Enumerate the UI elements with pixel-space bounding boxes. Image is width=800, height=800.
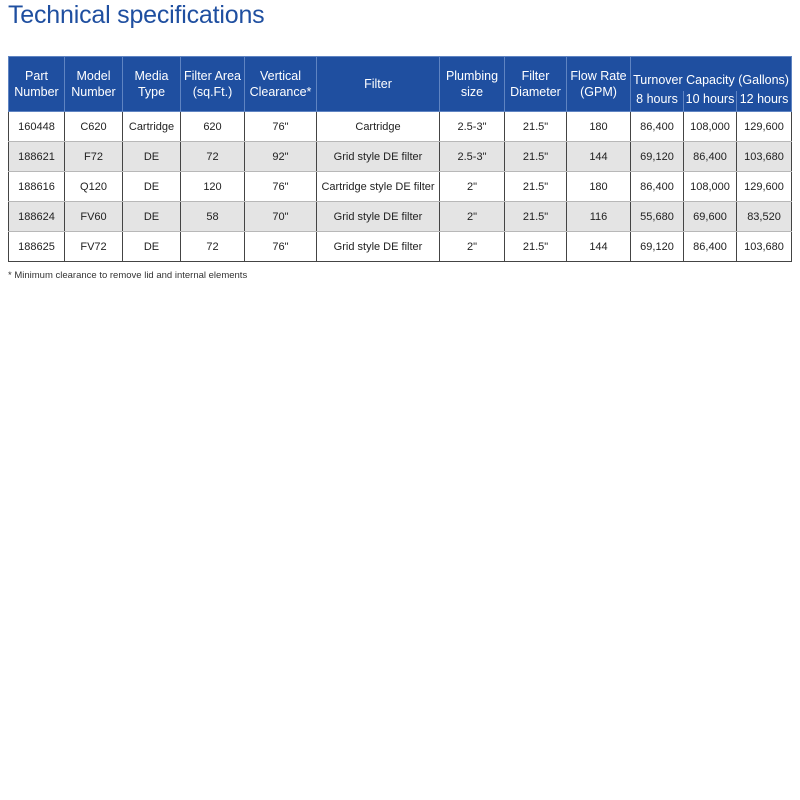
- flow-rate-cell: 180: [567, 172, 631, 202]
- flow-rate-cell: 180: [567, 112, 631, 142]
- part-number-cell: 188621: [9, 142, 65, 172]
- media-type-cell: DE: [123, 232, 181, 262]
- table-row: [9, 142, 792, 172]
- header-plumbing-size: Plumbing size: [440, 57, 505, 112]
- table-row: [9, 202, 792, 232]
- plumbing-size-cell: 2": [440, 232, 505, 262]
- turnover-10h-cell: 108,000: [684, 112, 737, 142]
- media-type-cell: Cartridge: [123, 112, 181, 142]
- header-turnover-capacity: Turnover Capacity (Gallons): [631, 57, 792, 92]
- turnover-12h-cell: 129,600: [737, 112, 792, 142]
- vertical-clearance-cell: 76": [245, 112, 317, 142]
- plumbing-size-cell: 2.5-3": [440, 112, 505, 142]
- header-8-hours: 8 hours: [631, 91, 684, 112]
- header-model-number: Model Number: [65, 57, 123, 112]
- filter-cell: Grid style DE filter: [317, 202, 440, 232]
- media-type-cell: DE: [123, 172, 181, 202]
- turnover-10h-cell: 86,400: [684, 142, 737, 172]
- part-number-cell: 188625: [9, 232, 65, 262]
- media-type-cell: DE: [123, 202, 181, 232]
- filter-area-cell: 58: [181, 202, 245, 232]
- header-filter: Filter: [317, 57, 440, 112]
- filter-cell: Grid style DE filter: [317, 142, 440, 172]
- table-row: [9, 232, 792, 262]
- vertical-clearance-cell: 92": [245, 142, 317, 172]
- turnover-8h-cell: 86,400: [631, 112, 684, 142]
- turnover-12h-cell: 129,600: [737, 172, 792, 202]
- specifications-table: [8, 56, 792, 262]
- vertical-clearance-cell: 76": [245, 232, 317, 262]
- turnover-12h-cell: 83,520: [737, 202, 792, 232]
- filter-area-cell: 72: [181, 142, 245, 172]
- header-vertical-clearance: Vertical Clearance*: [245, 57, 317, 112]
- model-number-cell: Q120: [65, 172, 123, 202]
- header-flow-rate: Flow Rate (GPM): [567, 57, 631, 112]
- plumbing-size-cell: 2": [440, 202, 505, 232]
- filter-diameter-cell: 21.5": [505, 232, 567, 262]
- filter-area-cell: 620: [181, 112, 245, 142]
- filter-cell: Grid style DE filter: [317, 232, 440, 262]
- vertical-clearance-cell: 70": [245, 202, 317, 232]
- filter-diameter-cell: 21.5": [505, 202, 567, 232]
- filter-cell: Cartridge style DE filter: [317, 172, 440, 202]
- table-row: [9, 112, 792, 142]
- header-part-number: Part Number: [9, 57, 65, 112]
- filter-diameter-cell: 21.5": [505, 172, 567, 202]
- header-filter-area: Filter Area (sq.Ft.): [181, 57, 245, 112]
- footnote: * Minimum clearance to remove lid and internal elements: [8, 270, 248, 281]
- flow-rate-cell: 144: [567, 232, 631, 262]
- turnover-12h-cell: 103,680: [737, 142, 792, 172]
- model-number-cell: FV72: [65, 232, 123, 262]
- page-title: Technical specifications: [8, 1, 265, 29]
- turnover-12h-cell: 103,680: [737, 232, 792, 262]
- model-number-cell: C620: [65, 112, 123, 142]
- flow-rate-cell: 116: [567, 202, 631, 232]
- turnover-8h-cell: 55,680: [631, 202, 684, 232]
- part-number-cell: 188624: [9, 202, 65, 232]
- filter-diameter-cell: 21.5": [505, 112, 567, 142]
- filter-diameter-cell: 21.5": [505, 142, 567, 172]
- turnover-10h-cell: 69,600: [684, 202, 737, 232]
- turnover-10h-cell: 108,000: [684, 172, 737, 202]
- flow-rate-cell: 144: [567, 142, 631, 172]
- plumbing-size-cell: 2": [440, 172, 505, 202]
- part-number-cell: 188616: [9, 172, 65, 202]
- turnover-8h-cell: 86,400: [631, 172, 684, 202]
- turnover-8h-cell: 69,120: [631, 232, 684, 262]
- media-type-cell: DE: [123, 142, 181, 172]
- plumbing-size-cell: 2.5-3": [440, 142, 505, 172]
- model-number-cell: F72: [65, 142, 123, 172]
- header-media-type: Media Type: [123, 57, 181, 112]
- turnover-8h-cell: 69,120: [631, 142, 684, 172]
- filter-area-cell: 72: [181, 232, 245, 262]
- model-number-cell: FV60: [65, 202, 123, 232]
- part-number-cell: 160448: [9, 112, 65, 142]
- header-10-hours: 10 hours: [684, 91, 737, 112]
- header-filter-diameter: Filter Diameter: [505, 57, 567, 112]
- filter-area-cell: 120: [181, 172, 245, 202]
- turnover-10h-cell: 86,400: [684, 232, 737, 262]
- table-body: [9, 112, 792, 262]
- table-row: [9, 172, 792, 202]
- vertical-clearance-cell: 76": [245, 172, 317, 202]
- header-12-hours: 12 hours: [737, 91, 792, 112]
- filter-cell: Cartridge: [317, 112, 440, 142]
